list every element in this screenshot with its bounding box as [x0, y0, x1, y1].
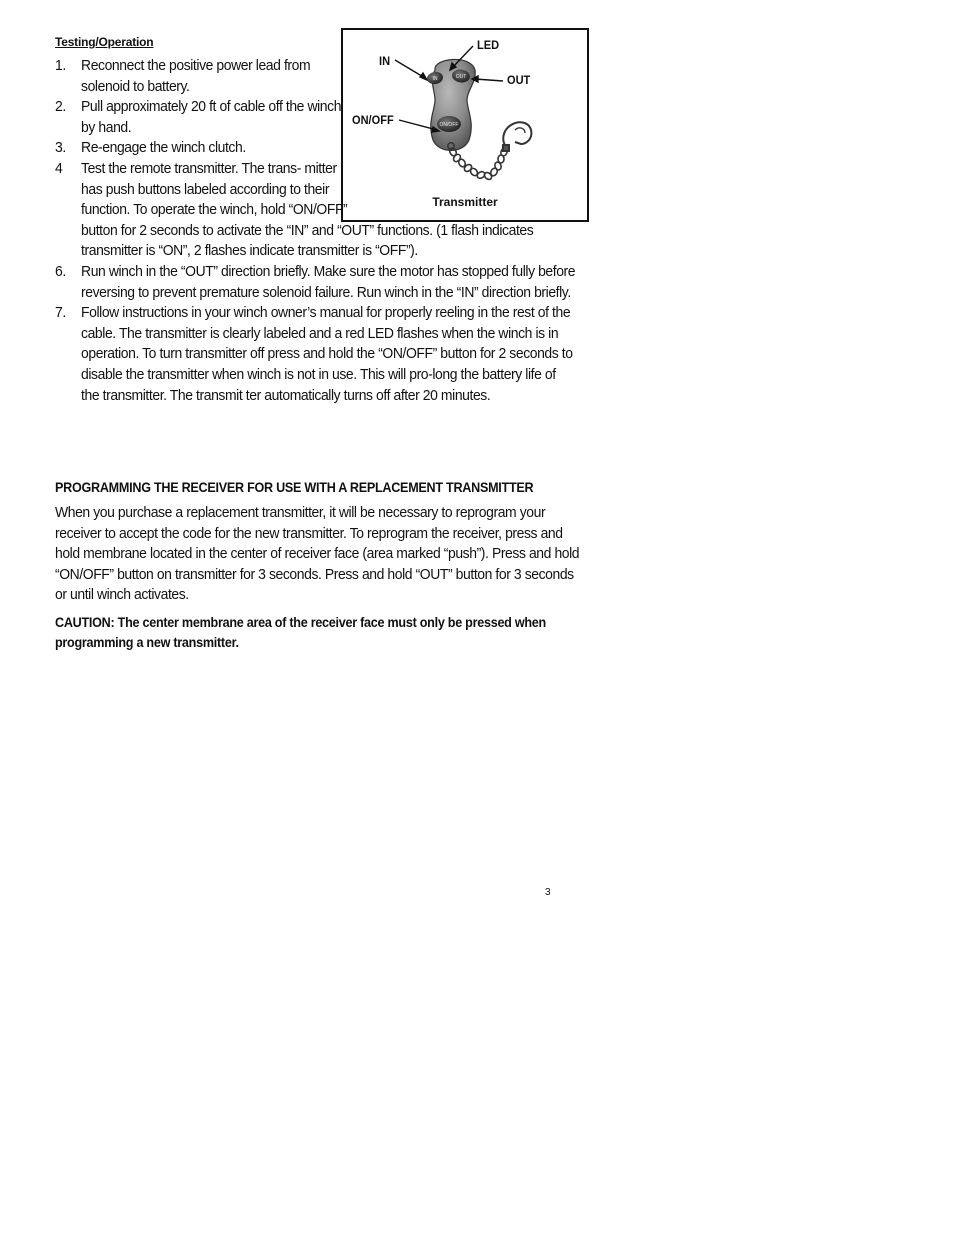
figure-caption: Transmitter: [432, 195, 498, 209]
page-number: 3: [545, 887, 551, 898]
onoff-callout-label: ON/OFF: [352, 113, 394, 127]
list-item: 1. Reconnect the positive power lead from solenoid to battery.: [55, 57, 311, 95]
testing-steps-list: [55, 56, 576, 406]
list-item: 6. Run winch in the “OUT” direction briefly. Make sure the motor has stopped fully before reversing to prevent premature solenoid failure. Run winch in the “IN” direction briefly.: [55, 262, 576, 301]
list-item: 2. Pull approximately 20 ft of cable off the winch by hand.: [55, 98, 342, 136]
section-heading-programming: PROGRAMMING THE RECEIVER FOR USE WITH A REPLACEMENT TRANSMITTER: [55, 479, 534, 495]
section-heading-testing: Testing/Operation: [55, 35, 154, 49]
list-item: 4 Test the remote transmitter. The trans- mitter has push buttons labeled according to their function. To operate the winch, hold “ON/OFF” button for 2 seconds to activate the “IN” and “OUT” functions. (1 flash indicates transmitter is “ON”, 2 flashes indicate transmitter is “OFF”).: [55, 159, 534, 260]
caution-note: CAUTION: The center membrane area of the receiver face must only be pressed when programming a new transmitter.: [55, 614, 546, 650]
list-item: 3. Re-engage the winch clutch.: [55, 139, 246, 157]
in-callout-label: IN: [379, 54, 391, 68]
programming-paragraph: When you purchase a replacement transmitter, it will be necessary to reprogram your receiver to accept the code for the new transmitter. To reprogram the receiver, press and hold membrane located in the center of receiver face (area marked “push”). Press and hold “ON/OFF” button on transmitter for 3 seconds. Press and hold “OUT” button for 3 seconds or until winch activates.: [55, 504, 580, 604]
out-callout-label: OUT: [507, 73, 531, 87]
svg-text:ON/OFF: ON/OFF: [439, 122, 459, 128]
led-callout-label: LED: [477, 38, 500, 52]
svg-text:OUT: OUT: [455, 74, 467, 80]
svg-text:IN: IN: [432, 76, 438, 82]
list-item: 7. Follow instructions in your winch owner’s manual for properly reeling in the rest of the cable. The transmitter is clearly labeled and a red LED flashes when the winch is in operation. To turn transmitter off press and hold the “ON/OFF” button for 2 seconds to disable the transmitter when winch is not in use. This will pro-long the battery life of the transmitter. The transmit ter automatically turns off after 20 minutes.: [55, 304, 573, 404]
